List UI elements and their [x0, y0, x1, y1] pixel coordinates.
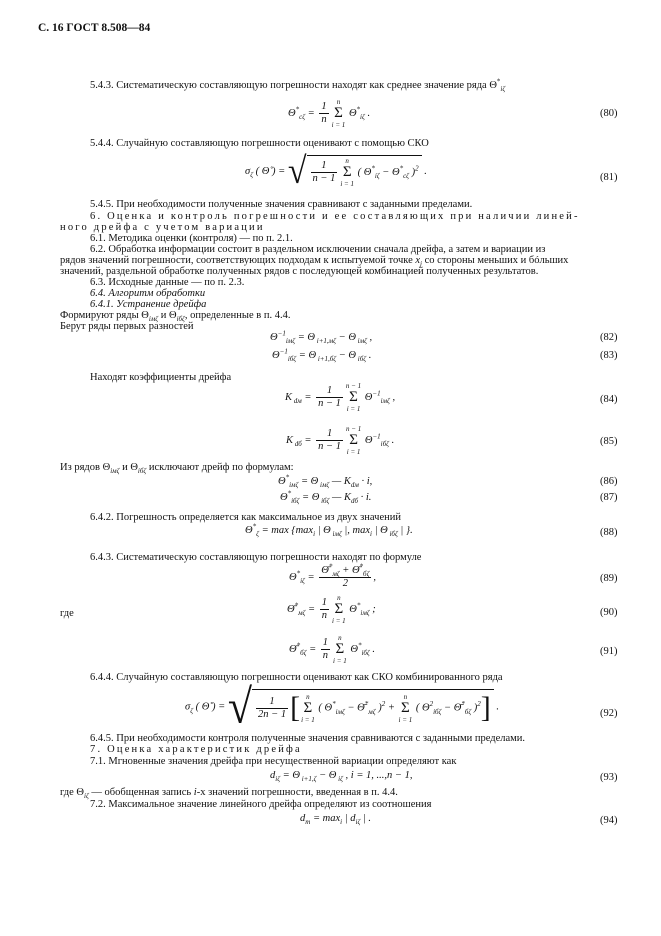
formula-85: K $_{dб}$ = $\frac{1}{n - 1}$ n − 1 Σ i = 1 $\Theta^{-1}_{iб\zeta}$ .: [286, 425, 395, 456]
para-6-4-1: 6.4.1. Устранение дрейфа: [90, 299, 207, 310]
formula-89: $\Theta^*_{i\zeta}$ = $\frac{\Thetā^*_{м\zeta} + \Thetā^*_{б\zeta}}{2}$ ,: [289, 562, 377, 590]
para-6-4-5: 6.4.5. При необходимости контроля полученные значения сравниваются с заданными пределами.: [90, 733, 526, 744]
eq-number-86: (86): [600, 476, 618, 487]
para-find-coefficients: Находят коэффициенты дрейфа: [90, 372, 232, 383]
page-header: С. 16 ГОСТ 8.508—84: [38, 22, 151, 34]
eq-number-88: (88): [600, 527, 618, 538]
eq-number-87: (87): [600, 492, 618, 503]
para-6-2-cont2: значений, раздельной обработке полученных рядов с последующей комбинацией полученных результатов.: [60, 266, 539, 277]
para-6-4-2: 6.4.2. Погрешность определяется как максимальное из двух значений: [90, 512, 401, 523]
para-form-series: Формируют ряды $\Theta_{iм\zeta}$ и $\Theta_{iб\zeta}$, определенные в п. 4.4.: [60, 310, 291, 324]
section-7-title: 7. Оценка характеристик дрейфа: [90, 744, 302, 755]
formula-82: $\Theta^{-1}_{iм\zeta} = \Theta$ $_{i+1,м\zeta}$ − Θ $_{iм\zeta}$ ,: [270, 329, 373, 346]
formula-81: $\sigma_\zeta$ ( Θ̊ ) = √ $\frac{1}{n - 1}$ n Σ i = 1 ( $\Theta^*_{i\zeta} - \Theta^*_{c\zeta}$ )$^2$ .: [245, 151, 427, 192]
para-6-2-cont: рядов значений погрешности, соответствующих подходам к испытуемой точке $x_j$ со стороны меньших и бóльших: [60, 255, 569, 269]
para-7-1: 7.1. Мгновенные значения дрейфа при несущественной вариации определяют как: [90, 756, 457, 767]
label-where: где: [60, 608, 74, 619]
eq-number-84: (84): [600, 394, 618, 405]
formula-87: $\Theta^*_{iб\zeta} = \Theta$ $_{iб\zeta}$ — $K_{dб} \cdot i$.: [280, 489, 372, 506]
section-6-title: 6. Оценка и контроль погрешности и ее составляющих при наличии линей-: [90, 211, 580, 222]
formula-94: $d_m = \max_i$ | $d_{i\zeta}$ | .: [300, 813, 372, 827]
para-6-3: 6.3. Исходные данные — по п. 2.3.: [90, 277, 245, 288]
para-5-4-4: 5.4.4. Случайную составляющую погрешности оценивают с помощью СКО: [90, 138, 429, 149]
para-5-4-5: 5.4.5. При необходимости полученные значения сравнивают с заданными пределами.: [90, 199, 473, 210]
para-7-2: 7.2. Максимальное значение линейного дрейфа определяют из соотношения: [90, 799, 432, 810]
eq-number-91: (91): [600, 646, 618, 657]
eq-number-94: (94): [600, 815, 618, 826]
eq-number-80: (80): [600, 108, 618, 119]
eq-number-81: (81): [600, 172, 618, 183]
formula-92: $\sigma_\zeta$ ( Θ̊ ) = √ $\frac{1}{2n - 1}$ [ n Σ i = 1 ( $\Theta^*_{iм\zeta}$ − $\Thetā^*_{м\zeta}$ )$^2$ + n Σ i = 1 ( $\Theta^2_{iб\zeta}$ − $\Thetā^*_{б\zeta}$ )$^2$] .: [185, 679, 500, 734]
eq-number-83: (83): [600, 350, 618, 361]
formula-88: $\Theta^*_\zeta = \max \{\max_i$ | Θ $_{iм\zeta}$ |, $\max_i$ | Θ $_{iб\zeta}$ | }.: [245, 522, 413, 539]
para-6-4-3: 6.4.3. Систематическую составляющую погрешности находят по формуле: [90, 552, 422, 563]
para-exclude-drift: Из рядов $\Theta_{iм\zeta}$ и $\Theta_{iб\zeta}$ исключают дрейф по формулам:: [60, 462, 294, 476]
para-7-1-note: где $\Theta_{i\zeta}$ — обобщенная запись i-х значений погрешности, введенная в п. 4.4.: [60, 787, 398, 801]
eq-number-90: (90): [600, 607, 618, 618]
formula-83: $\Theta^{-1}_{iб\zeta} = \Theta$ $_{i+1,б\zeta}$ − Θ $_{iб\zeta}$ .: [272, 347, 372, 364]
formula-93: $d_{i\zeta} = \Theta$ $_{i+1,\zeta}$ − Θ $_{i\zeta}$ , i = 1, ...,n − 1,: [270, 770, 413, 784]
formula-80: $\Theta^*_{c\zeta}$ = $\frac{1}{n}$ n Σ i = 1 $\Theta^*_{i\zeta}$ .: [288, 98, 371, 129]
para-5-4-3: 5.4.3. Систематическую составляющую погрешности находят как среднее значение ряда $\Theta^*_{i\zeta}$: [90, 77, 506, 94]
para-6-1: 6.1. Методика оценки (контроля) — по п. 2.1.: [90, 233, 293, 244]
eq-number-93: (93): [600, 772, 618, 783]
formula-91: $\Thetā^*_{б\zeta}$ = $\frac{1}{n}$ n Σ i = 1 $\Theta^*_{iб\zeta}$ .: [289, 634, 375, 665]
para-6-2: 6.2. Обработка информации состоит в раздельном исключении сначала дрейфа, а затем и вариации из: [90, 244, 546, 255]
eq-number-89: (89): [600, 573, 618, 584]
formula-90: $\Thetā^*_{м\zeta}$ = $\frac{1}{n}$ n Σ i = 1 $\Theta^*_{iм\zeta}$ ;: [287, 594, 376, 625]
formula-86: $\Theta^*_{iм\zeta} = \Theta$ $_{iм\zeta}$ — $K_{dм} \cdot i$,: [278, 473, 373, 490]
para-6-4: 6.4. Алгоритм обработки: [90, 288, 206, 299]
eq-number-82: (82): [600, 332, 618, 343]
formula-84: K $_{dм}$ = $\frac{1}{n - 1}$ n − 1 Σ i = 1 $\Theta^{-1}_{iм\zeta}$ ,: [285, 382, 396, 413]
para-6-4-4: 6.4.4. Случайную составляющую погрешности оценивают как СКО комбинированного ряда: [90, 672, 503, 683]
eq-number-92: (92): [600, 708, 618, 719]
eq-number-85: (85): [600, 436, 618, 447]
section-6-title-cont: ного дрейфа с учетом вариации: [60, 222, 265, 233]
para-take-differences: Берут ряды первых разностей: [60, 321, 194, 332]
